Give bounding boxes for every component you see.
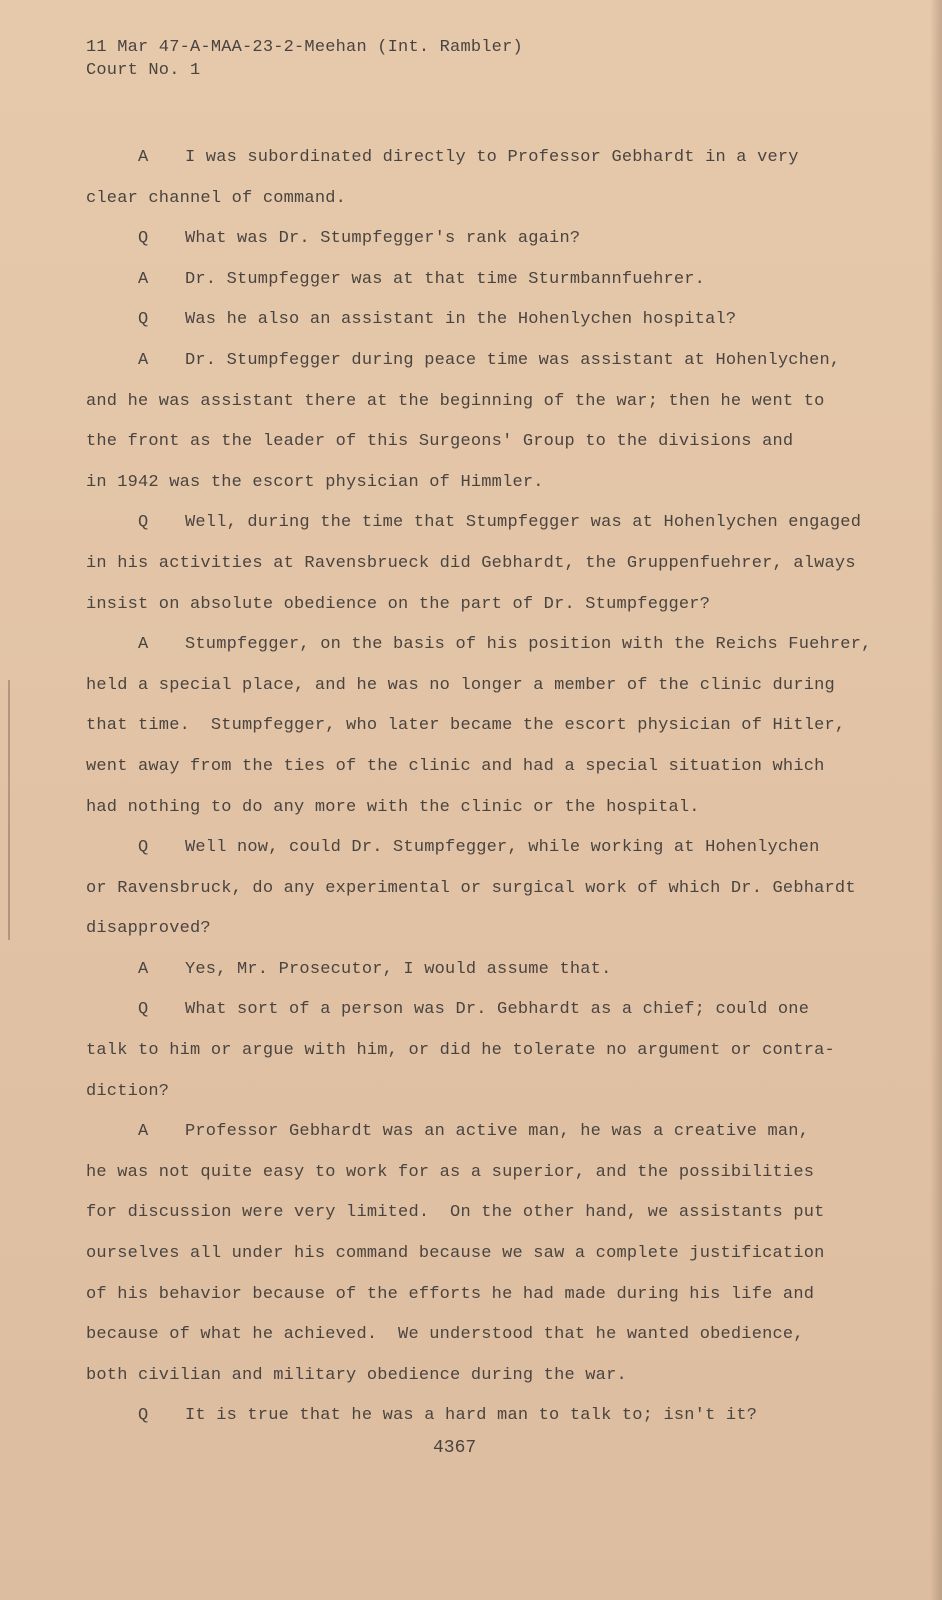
transcript-line xyxy=(86,1072,876,1113)
transcript-line xyxy=(86,1356,876,1397)
line-text: the front as the leader of this Surgeons' Group to the divisions and xyxy=(86,432,794,452)
line-text: Dr. Stumpfegger during peace time was assistant at Hohenlychen, xyxy=(185,350,841,370)
line-text: or Ravensbruck, do any experimental or surgical work of which Dr. Gebhardt xyxy=(86,878,856,898)
transcript-line xyxy=(86,1193,876,1234)
transcript-line xyxy=(86,909,876,950)
header-case-line: 11 Mar 47-A-MAA-23-2-Meehan (Int. Rambler) xyxy=(86,38,523,57)
transcript-line xyxy=(86,138,876,179)
line-text: Professor Gebhardt was an active man, he was a creative man, xyxy=(185,1122,810,1142)
speaker-label: Q xyxy=(138,838,149,858)
transcript-line xyxy=(86,585,876,626)
transcript-line xyxy=(86,341,876,382)
line-text: for discussion were very limited. On the other hand, we assistants put xyxy=(86,1203,825,1223)
line-text: clear channel of command. xyxy=(86,188,347,208)
speaker-label: A xyxy=(138,350,149,370)
transcript-line xyxy=(86,260,876,301)
line-text: disapproved? xyxy=(86,919,211,939)
transcript-paragraph xyxy=(86,219,876,260)
line-text: Was he also an assistant in the Hohenlychen hospital? xyxy=(185,310,737,330)
line-text: Well, during the time that Stumpfegger was at Hohenlychen engaged xyxy=(185,513,862,533)
transcript-line xyxy=(86,422,876,463)
transcript-line xyxy=(86,1031,876,1072)
transcript-line xyxy=(86,950,876,991)
document-header xyxy=(86,36,523,82)
line-text: I was subordinated directly to Professor Gebhardt in a very xyxy=(185,148,799,167)
transcript-line xyxy=(86,747,876,788)
line-text: because of what he achieved. We understood that he wanted obedience, xyxy=(86,1325,804,1345)
line-text: insist on absolute obedience on the part of Dr. Stumpfegger? xyxy=(86,594,711,614)
line-text: What was Dr. Stumpfegger's rank again? xyxy=(185,229,581,249)
line-text: diction? xyxy=(86,1081,170,1101)
transcript-line xyxy=(86,300,876,341)
transcript-line xyxy=(86,1396,876,1437)
speaker-label: A xyxy=(138,635,149,655)
line-text: both civilian and military obedience during the war. xyxy=(86,1365,627,1385)
line-text: Well now, could Dr. Stumpfegger, while working at Hohenlychen xyxy=(185,838,820,858)
line-text: talk to him or argue with him, or did he tolerate no argument or contra- xyxy=(86,1041,835,1061)
speaker-label: A xyxy=(138,148,149,167)
line-text: Dr. Stumpfegger was at that time Sturmbannfuehrer. xyxy=(185,269,706,289)
transcript-paragraph xyxy=(86,138,876,219)
speaker-label: Q xyxy=(138,1000,149,1020)
transcript-paragraph xyxy=(86,503,876,625)
header-court-line: Court No. 1 xyxy=(86,61,201,80)
transcript-line xyxy=(86,503,876,544)
transcript-line xyxy=(86,706,876,747)
speaker-label: Q xyxy=(138,513,149,533)
transcript-paragraph xyxy=(86,950,876,991)
speaker-label: A xyxy=(138,959,149,979)
transcript-line xyxy=(86,1234,876,1275)
line-text: It is true that he was a hard man to talk to; isn't it? xyxy=(185,1406,758,1426)
transcript-line xyxy=(86,828,876,869)
transcript-line xyxy=(86,382,876,423)
line-text: Stumpfegger, on the basis of his position with the Reichs Fuehrer, xyxy=(185,635,872,655)
line-text: Yes, Mr. Prosecutor, I would assume that. xyxy=(185,959,612,979)
line-text: he was not quite easy to work for as a superior, and the possibilities xyxy=(86,1162,815,1182)
transcript-body xyxy=(86,138,876,1437)
transcript-line xyxy=(86,666,876,707)
line-text: of his behavior because of the efforts he had made during his life and xyxy=(86,1284,815,1304)
transcript-paragraph xyxy=(86,828,876,950)
transcript-line xyxy=(86,1112,876,1153)
transcript-line xyxy=(86,990,876,1031)
speaker-label: Q xyxy=(138,229,149,249)
line-text: that time. Stumpfegger, who later became the escort physician of Hitler, xyxy=(86,716,846,736)
line-text: went away from the ties of the clinic and had a special situation which xyxy=(86,756,825,776)
line-text: had nothing to do any more with the clinic or the hospital. xyxy=(86,797,700,817)
speaker-label: Q xyxy=(138,310,149,330)
transcript-line xyxy=(86,1275,876,1316)
transcript-line xyxy=(86,1153,876,1194)
transcript-paragraph xyxy=(86,1112,876,1396)
line-text: ourselves all under his command because we saw a complete justification xyxy=(86,1244,825,1264)
line-text: held a special place, and he was no longer a member of the clinic during xyxy=(86,675,835,695)
transcript-paragraph xyxy=(86,300,876,341)
transcript-line xyxy=(86,788,876,829)
line-text: What sort of a person was Dr. Gebhardt as a chief; could one xyxy=(185,1000,810,1020)
line-text: in 1942 was the escort physician of Himmler. xyxy=(86,472,544,492)
transcript-line xyxy=(86,544,876,585)
transcript-line xyxy=(86,179,876,220)
speaker-label: Q xyxy=(138,1406,149,1426)
transcript-paragraph xyxy=(86,990,876,1112)
line-text: in his activities at Ravensbrueck did Gebhardt, the Gruppenfuehrer, always xyxy=(86,553,856,573)
page-number: 4367 xyxy=(433,1438,477,1458)
speaker-label: A xyxy=(138,269,149,289)
transcript-paragraph xyxy=(86,625,876,828)
page-edge-shadow xyxy=(930,0,942,1600)
transcript-line xyxy=(86,463,876,504)
transcript-paragraph xyxy=(86,341,876,503)
left-margin-mark xyxy=(8,680,10,940)
speaker-label: A xyxy=(138,1122,149,1142)
line-text: and he was assistant there at the beginning of the war; then he went to xyxy=(86,391,825,411)
transcript-line xyxy=(86,869,876,910)
transcript-paragraph xyxy=(86,1396,876,1437)
transcript-line xyxy=(86,1315,876,1356)
transcript-paragraph xyxy=(86,260,876,301)
transcript-line xyxy=(86,625,876,666)
transcript-line xyxy=(86,219,876,260)
